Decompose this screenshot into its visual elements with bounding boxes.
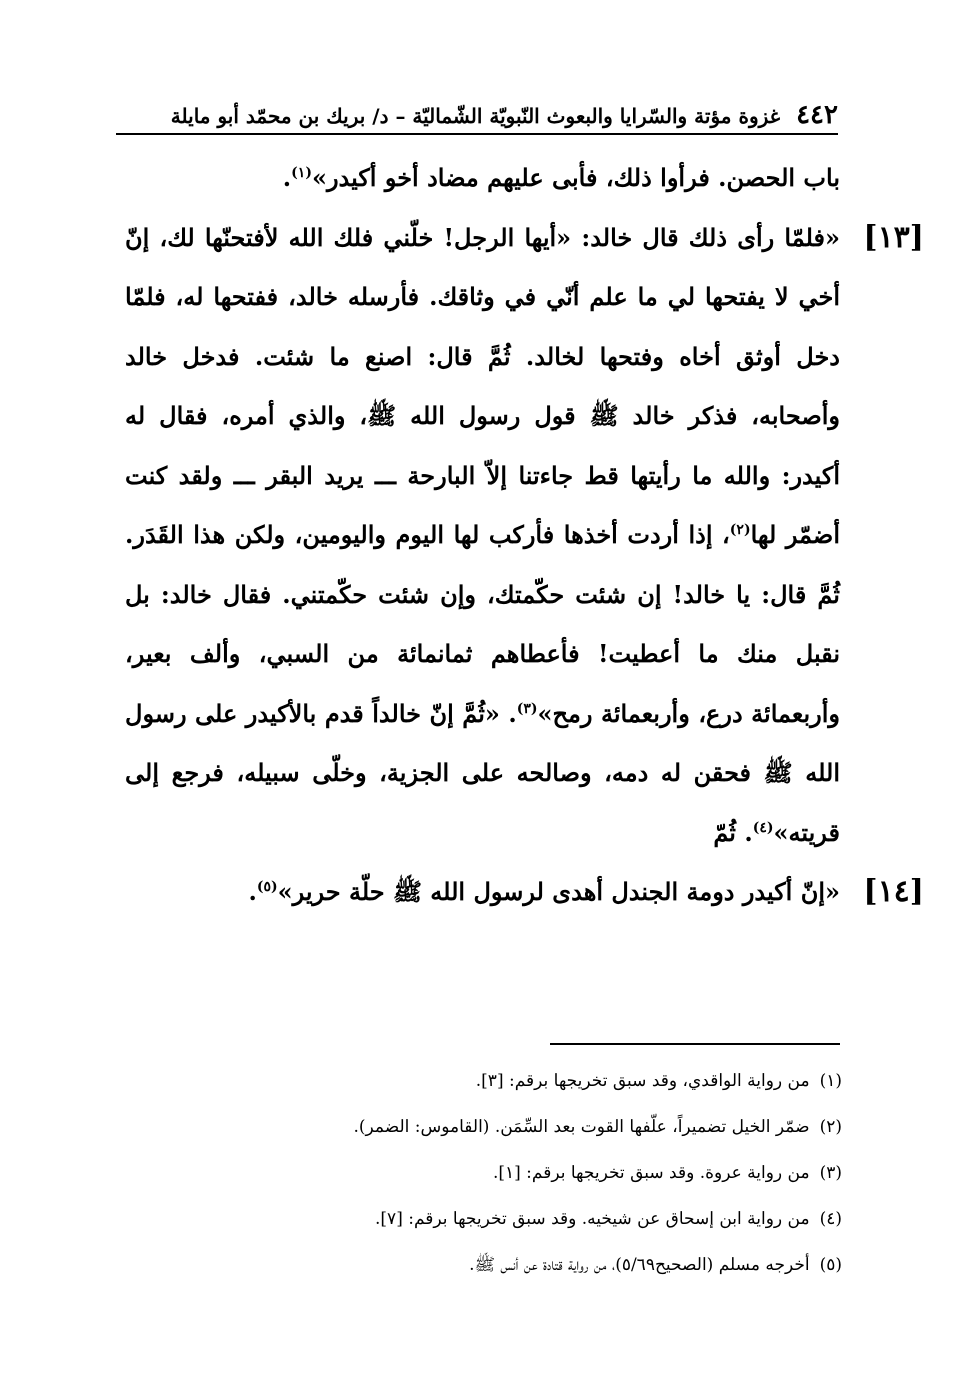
- paragraph-text-end: .: [282, 163, 292, 192]
- footnote-text: أخرجه مسلم (الصحيح٥/٦٩)، من رواية قتادة عن أنس ﷺ.: [469, 1255, 810, 1275]
- paragraph-text: «فلمّا رأى ذلك قال خالد: «أيها الرجل! خلّني فلك الله لأفتحنّها لك، إنّ أخي لا يفتحها لي ما علم أنّي في وثاقك. فأرسله خالد، ففتحها له، فلمّا دخل أوثق أخاه وفتحها لخالد. ثُمَّ قال: اصنع ما شئت. فدخل خالد وأصحابه، فذكر خالد ﷺ قول رسول الله ﷺ، والذي أمره، فقال له أكيدر: والله ما رأيتها قط جاءتنا إلاّ البارحة ـــ يريد البقر ـــ ولقد كنت أضمّر لها: [125, 222, 840, 549]
- main-text: [125, 148, 924, 922]
- footnote-marker: (٤): [819, 1209, 842, 1229]
- footnote-ref: (٤): [752, 819, 774, 836]
- footnote-ref: (١): [291, 165, 312, 181]
- footnote-marker: (١): [819, 1071, 842, 1091]
- footnote-text: من رواية الواقدي، وقد سبق تخريجها برقم: [٣].: [475, 1071, 810, 1091]
- footnote-marker: (٢): [819, 1117, 842, 1137]
- footnote-rule: [550, 1043, 840, 1045]
- paragraph-number: [١٣]: [863, 219, 924, 255]
- footnote-ref: (٢): [729, 522, 751, 538]
- footnote-ref: (٥): [256, 879, 278, 895]
- footnote: [127, 1104, 842, 1150]
- paragraph-text-end: .: [248, 877, 257, 906]
- footnote-text: ضمّر الخيل تضميراً، علّفها القوت بعد السِّمَن. (القاموس: الضمر).: [353, 1117, 810, 1137]
- paragraph-continuation: [125, 148, 840, 208]
- footnotes: [127, 1058, 842, 1288]
- paragraph-number: [١٤]: [863, 874, 924, 909]
- paragraph-13: [125, 208, 924, 863]
- footnote-ref: (٣): [516, 700, 538, 717]
- paragraph-text-part: . «ثُمَّ إنّ خالداً قدم بالأكيدر على رسول الله ﷺ فحقن له دمه، وصالحه على الجزية، وخلّى سبيله، فرجع إلى قريته»: [125, 698, 840, 847]
- footnote: [127, 1150, 842, 1196]
- footnote-text: من رواية ابن إسحاق عن شيخيه. وقد سبق تخريجها برقم: [٧].: [375, 1209, 810, 1229]
- paragraph-text-end: . ثُمّ: [713, 817, 753, 847]
- footnote: [127, 1196, 842, 1242]
- footnote: [127, 1058, 842, 1104]
- header-title: غزوة مؤتة والسّرايا والبعوث النّبويّة الشّماليّة – د/ بريك بن محمّد أبو مايلة: [170, 104, 781, 128]
- header-rule: [116, 133, 838, 135]
- paragraph-14: [125, 862, 924, 922]
- footnote-marker: (٣): [819, 1163, 842, 1183]
- page-number: ٤٤٢: [796, 100, 838, 130]
- footnote-marker: (٥): [819, 1255, 842, 1275]
- footnote-text: من رواية عروة. وقد سبق تخريجها برقم: [١].: [492, 1163, 810, 1183]
- paragraph-text: «إنّ أكيدر دومة الجندل أهدى لرسول الله ﷺ حلّة حرير»: [277, 877, 840, 906]
- footnote: [127, 1242, 842, 1288]
- running-header: [118, 92, 838, 130]
- paragraph-text: باب الحصن. فرأوا ذلك، فأبى عليهم مضاد أخو أكيدر»: [311, 163, 840, 192]
- paragraph-text-part: ، إذا أردت أخذها فأركب لها اليوم واليومين، ولكن هذا القَدَر. ثُمَّ قال: يا خالد! إن شئت حكّمتك، وإن شئت حكّمتني. فقال خالد: بل نقبل منك ما أعطيت! فأعطاهم ثمانمائة من السبي، وألف بعير، وأربعمائة درع، وأربعمائة رمح»: [125, 520, 841, 728]
